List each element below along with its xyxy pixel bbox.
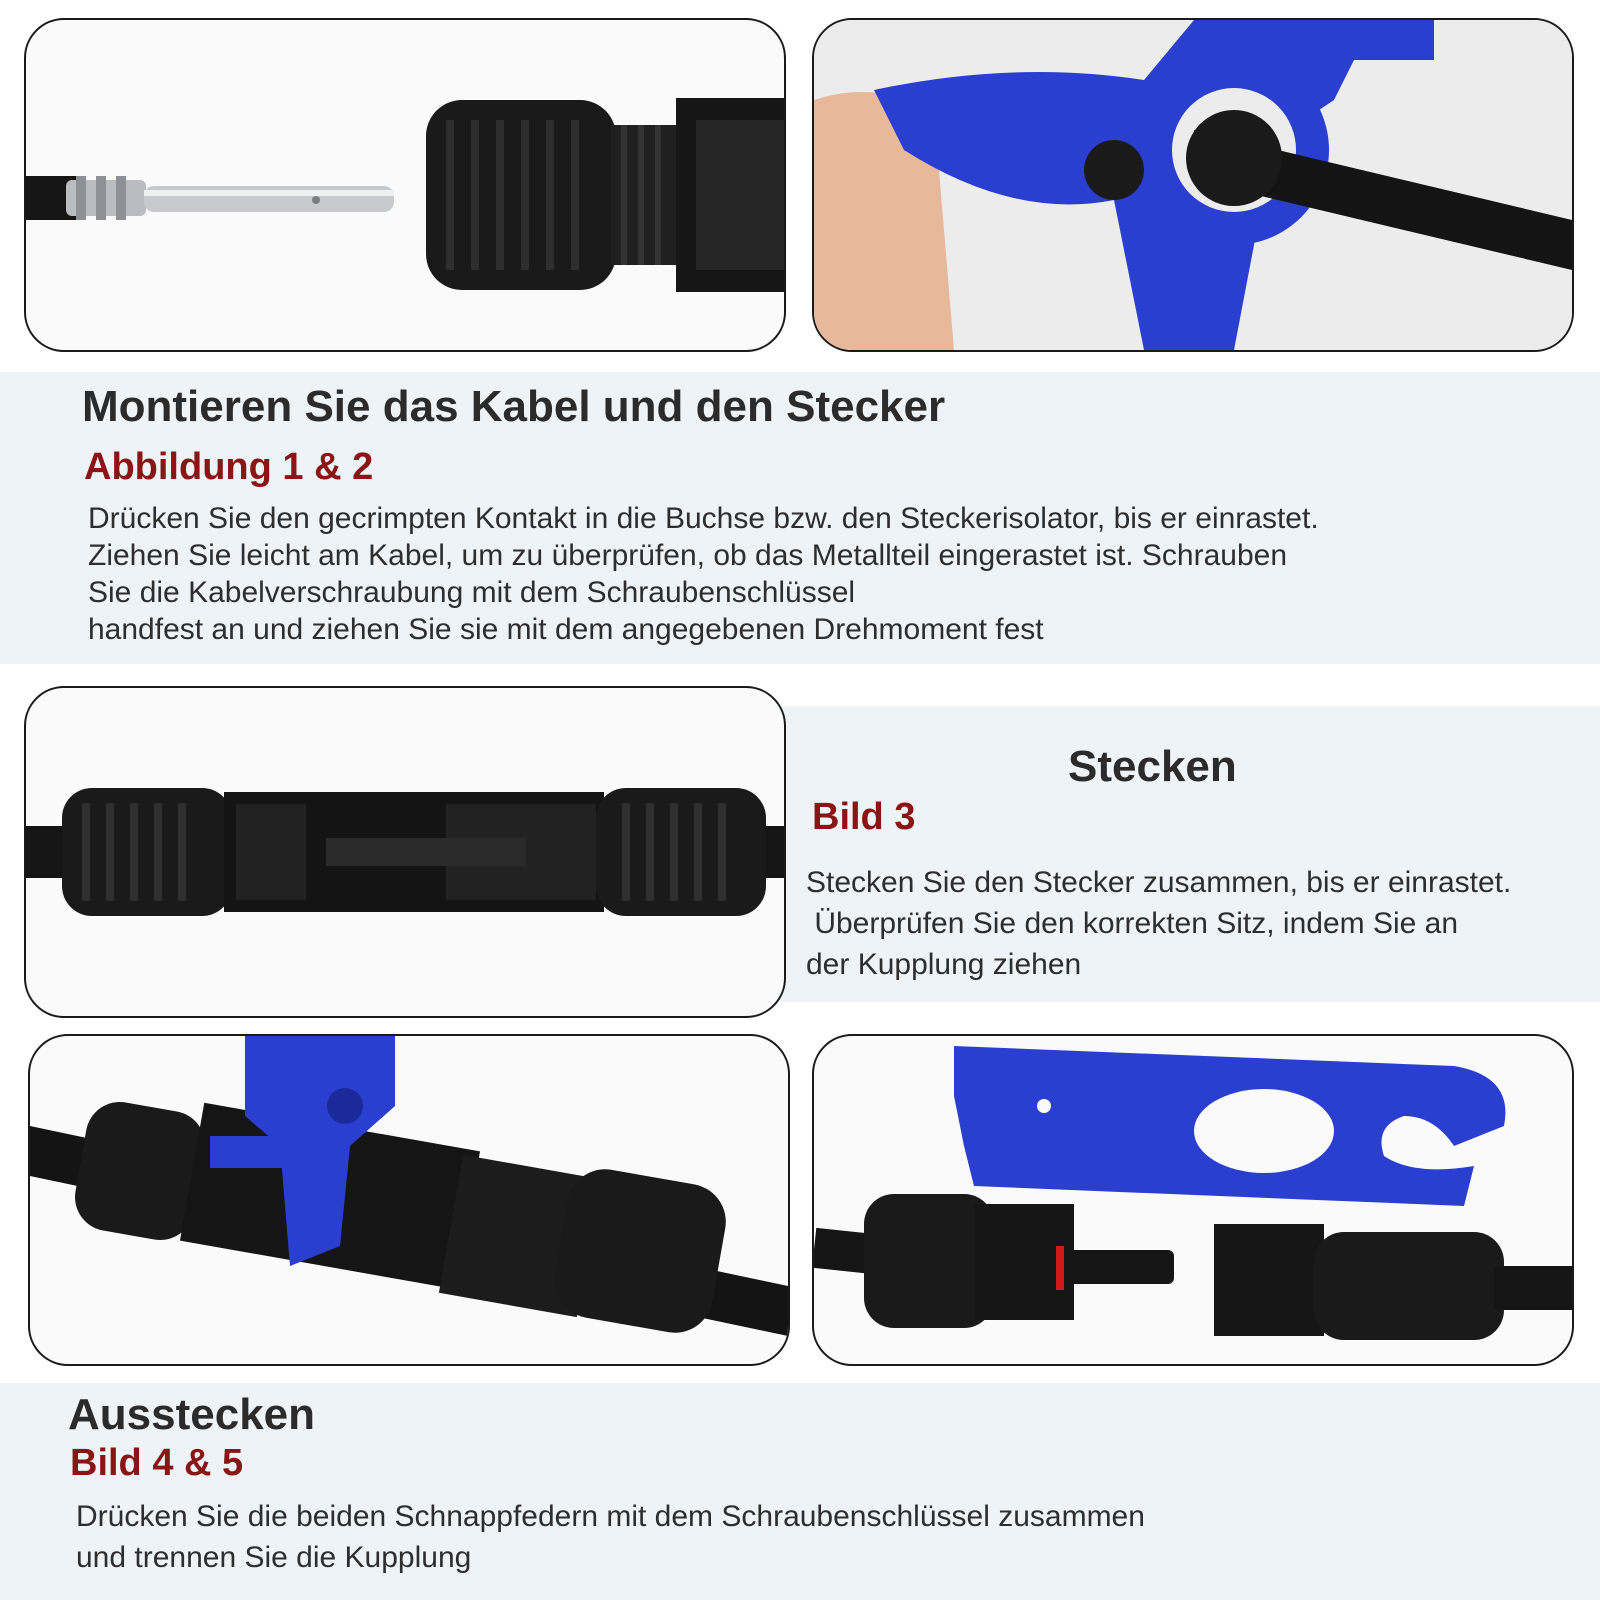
figure-2-wrench-tightening-photo [812,18,1574,352]
assemble-instructions [88,500,1319,648]
wrench-tightening-illustration [814,20,1572,350]
plug-title: Stecken [1068,742,1237,791]
unplug-line-2: und trennen Sie die Kupplung [76,1541,472,1574]
unplug-line-1: Drücken Sie die beiden Schnappfedern mit dem Schraubenschlüssel zusammen [76,1500,1145,1533]
figure-3-connected-plug-photo [24,686,786,1018]
unplug-figure-ref: Bild 4 & 5 [70,1442,244,1484]
assemble-line-3: Sie die Kabelverschraubung mit dem Schraubenschlüssel [88,576,856,609]
assemble-title: Montieren Sie das Kabel und den Stecker [82,382,946,431]
unplug-title: Ausstecken [68,1390,316,1439]
assemble-line-1: Drücken Sie den gecrimpten Kontakt in die Buchse bzw. den Steckerisolator, bis er einrastet. [88,502,1319,535]
figure-5-unplugged-connectors-photo [812,1034,1574,1366]
figure-4-wrench-release-photo [28,1034,790,1366]
connected-plug-illustration [26,688,784,1016]
assemble-line-2: Ziehen Sie leicht am Kabel, um zu überprüfen, ob das Metallteil eingerastet ist. Schrauben [88,539,1288,572]
plug-line-1: Stecken Sie den Stecker zusammen, bis er einrastet. [806,866,1512,899]
assemble-line-4: handfest an und ziehen Sie sie mit dem angegebenen Drehmoment fest [88,613,1044,646]
crimp-contact-illustration [26,20,784,350]
plug-line-3: der Kupplung ziehen [806,948,1082,981]
figure-1-crimp-contact-photo [24,18,786,352]
plug-line-2: Überprüfen Sie den korrekten Sitz, indem Sie an [806,907,1459,940]
assemble-figure-ref: Abbildung 1 & 2 [84,446,374,488]
plug-instructions [806,862,1511,985]
plug-figure-ref: Bild 3 [812,796,916,838]
wrench-release-illustration [30,1036,788,1364]
unplugged-connectors-illustration [814,1036,1572,1364]
unplug-instructions [76,1496,1145,1578]
